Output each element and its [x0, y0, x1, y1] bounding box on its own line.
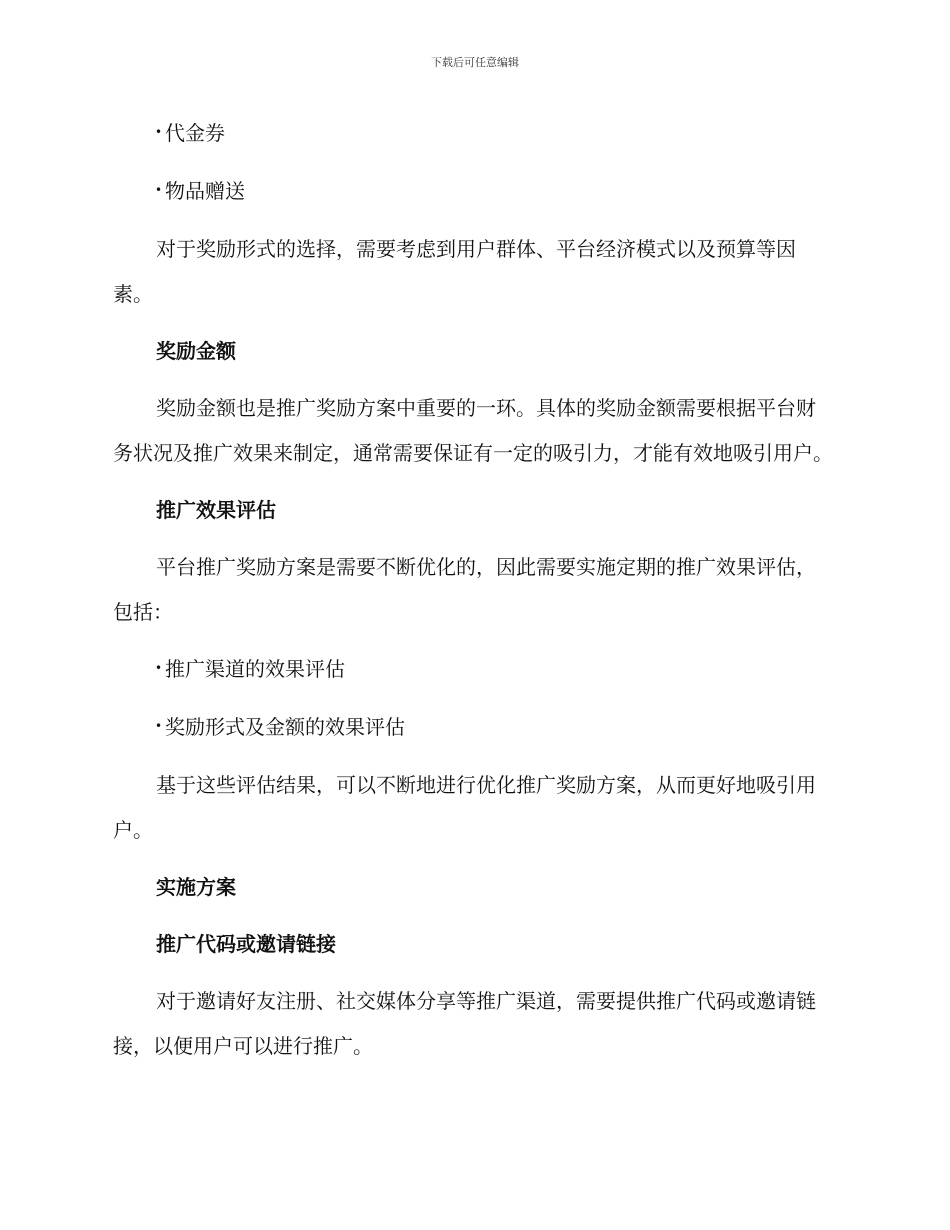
paragraph-reward-form: 对于奖励形式的选择，需要考虑到用户群体、平台经济模式以及预算等因素。: [113, 237, 796, 306]
bullet-text: 物品赠送: [165, 179, 245, 203]
heading-evaluation: 推广效果评估: [156, 498, 276, 522]
bullet-item: [113, 705, 833, 751]
paragraph-reward-amount: 奖励金额也是推广奖励方案中重要的一环。具体的奖励金额需要根据平台财务状况及推广效果来制定，通常需要保证有一定的吸引力，才能有效地吸引用户。: [113, 396, 833, 465]
paragraph-invite-code: 对于邀请好友注册、社交媒体分享等推广渠道，需要提供推广代码或邀请链接，以便用户可以进行推广。: [113, 989, 816, 1058]
paragraph-evaluation: 平台推广奖励方案是需要不断优化的，因此需要实施定期的推广效果评估，包括：: [113, 555, 816, 624]
bullet-dot-icon: •: [155, 661, 163, 675]
heading-invite-code: 推广代码或邀请链接: [156, 932, 336, 956]
bullet-dot-icon: •: [155, 719, 163, 733]
bullet-text: 代金券: [165, 121, 225, 145]
bullet-item: [113, 169, 833, 215]
bullet-dot-icon: •: [155, 183, 163, 197]
page-header: 下载后可任意编辑: [431, 56, 519, 69]
bullet-item: [113, 647, 833, 693]
bullet-dot-icon: •: [155, 125, 163, 139]
heading-implementation: 实施方案: [156, 875, 236, 899]
bullet-text: 推广渠道的效果评估: [165, 657, 345, 681]
bullet-item: [113, 111, 833, 157]
document-body: [113, 111, 833, 1081]
bullet-text: 奖励形式及金额的效果评估: [165, 715, 405, 739]
heading-reward-amount: 奖励金额: [156, 339, 236, 363]
paragraph-optimize: 基于这些评估结果，可以不断地进行优化推广奖励方案，从而更好地吸引用户。: [113, 773, 816, 842]
